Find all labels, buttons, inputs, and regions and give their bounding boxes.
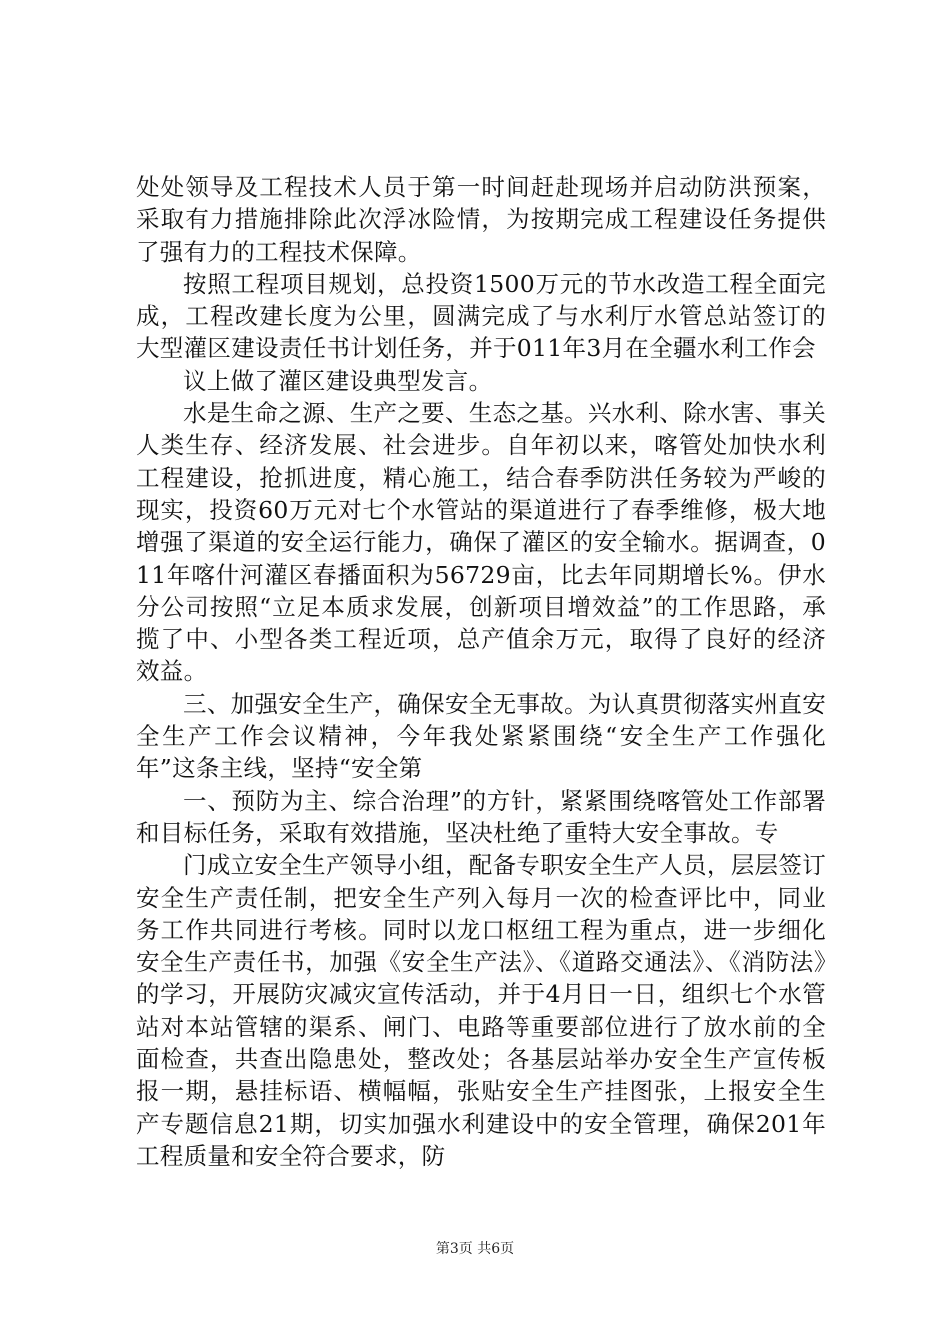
paragraph-3: 议上做了灌区建设典型发言。 xyxy=(183,366,493,395)
page-footer xyxy=(0,1240,950,1258)
paragraph-5: 三、加强安全生产，确保安全无事故。为认真贯彻落实州直安全生产工作会议精神，今年我处紧紧围绕“安全生产工作强化年”这条主线，坚持“安全第 xyxy=(136,689,826,783)
page-number-label: 第3页 共6页 xyxy=(435,1241,515,1257)
paragraph-1: 处处领导及工程技术人员于第一时间赶赴现场并启动防洪预案，采取有力措施排除此次浮冰险情，为按期完成工程建设任务提供了强有力的工程技术保障。 xyxy=(136,173,826,266)
paragraph-4: 水是生命之源、生产之要、生态之基。兴水利、除水害、事关人类生存、经济发展、社会进步。自年初以来，喀管处加快水利工程建设，抢抓进度，精心施工，结合春季防洪任务较为严峻的现实，投资60万元对七个水管站的渠道进行了春季维修，极大地增强了渠道的安全运行能力，确保了灌区的安全输水。据调查，011年喀什河灌区春播面积为56729亩，比去年同期增长%。伊水分公司按照“立足本质求发展，创新项目增效益”的工作思路，承揽了中、小型各类工程近项，总产值余万元，取得了良好的经济效益。 xyxy=(136,399,826,686)
paragraph-7: 门成立安全生产领导小组，配备专职安全生产人员，层层签订安全生产责任制，把安全生产列入每月一次的检查评比中，同业务工作共同进行考核。同时以龙口枢纽工程为重点，进一步细化安全生产责任书，加强《安全生产法》、《道路交通法》、《消防法》的学习，开展防灾减灾宣传活动，并于4月日一日，组织七个水管站对本站管辖的渠系、闸门、电路等重要部位进行了放水前的全面检查，共查出隐患处，整改处；各基层站举办安全生产宣传板报一期，悬挂标语、横幅幅，张贴安全生产挂图张，上报安全生产专题信息21期，切实加强水利建设中的安全管理，确保201年工程质量和安全符合要求，防 xyxy=(136,851,826,1170)
body-text xyxy=(136,171,826,1172)
paragraph-6: 一、预防为主、综合治理”的方针，紧紧围绕喀管处工作部署和目标任务，采取有效措施，坚决杜绝了重特大安全事故。专 xyxy=(136,786,826,847)
paragraph-2: 按照工程项目规划，总投资1500万元的节水改造工程全面完成，工程改建长度为公里，圆满完成了与水利厅水管总站签订的大型灌区建设责任书计划任务，并于011年3月在全疆水利工作会 xyxy=(136,269,826,363)
